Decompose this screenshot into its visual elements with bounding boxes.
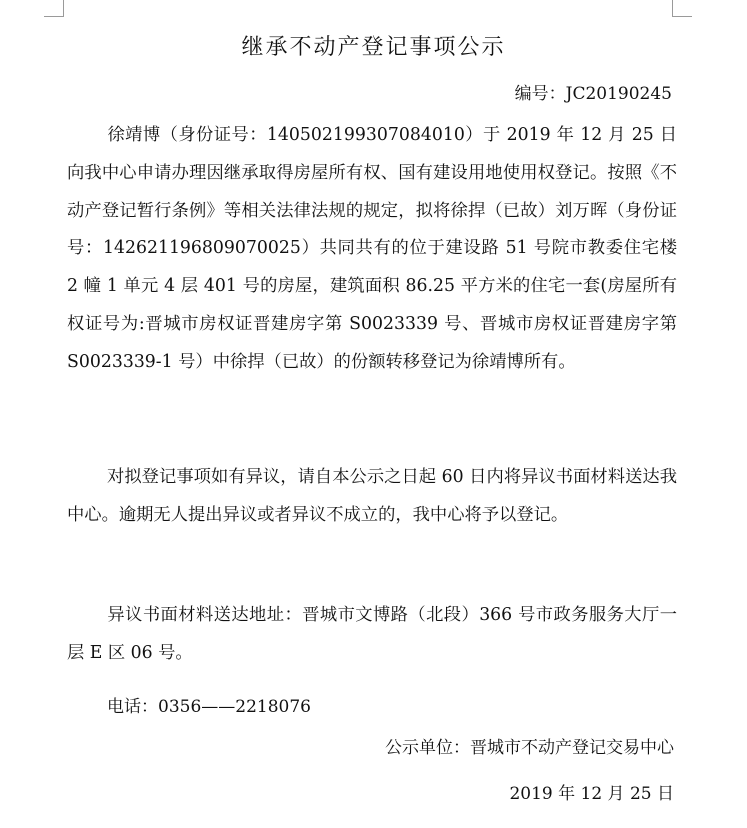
objection-paragraph	[67, 459, 677, 535]
paragraph-text: 徐靖博（身份证号：140502199307084010）于 2019 年 12 月 25 日向我中心申请办理因继承取得房屋所有权、国有建设用地使用权登记。按照《不动产登记暂行条例》等相关法律法规的规定，拟将徐捍（已故）刘万晖（身份证号：142621196809070025）共同共有的位于建设路 51 号院市教委住宅楼 2 幢 1 单元 4 层 401 号的房屋，建筑面积 86.25 平方米的住宅一套(房屋所有权证号为:晋城市房权证晋建房字第 S0023339 号、晋城市房权证晋建房字第 S0023339-1 号）中徐捍（已故）的份额转移登记为徐靖博所有。	[67, 125, 677, 372]
page-title: 继承不动产登记事项公示	[241, 35, 506, 60]
serial-number: 编号：JC20190245	[514, 84, 672, 104]
date-line: 2019 年 12 月 25 日	[509, 784, 674, 804]
crop-mark-top-left	[63, 0, 64, 16]
address-paragraph	[67, 597, 677, 673]
phone-line: 电话：0356——2218076	[107, 697, 311, 717]
notice-paragraph	[67, 117, 677, 382]
crop-mark-top-left	[44, 16, 64, 17]
paragraph-text: 对拟登记事项如有异议，请自本公示之日起 60 日内将异议书面材料送达我中心。逾期无人提出异议或者异议不成立的，我中心将予以登记。	[67, 467, 677, 525]
crop-mark-top-right	[672, 16, 692, 17]
paragraph-text: 异议书面材料送达地址：晋城市文博路（北段）366 号市政务服务大厅一层 E 区 06 号。	[67, 605, 677, 663]
issuer-line: 公示单位：晋城市不动产登记交易中心	[385, 738, 674, 758]
crop-mark-top-right	[672, 0, 673, 16]
